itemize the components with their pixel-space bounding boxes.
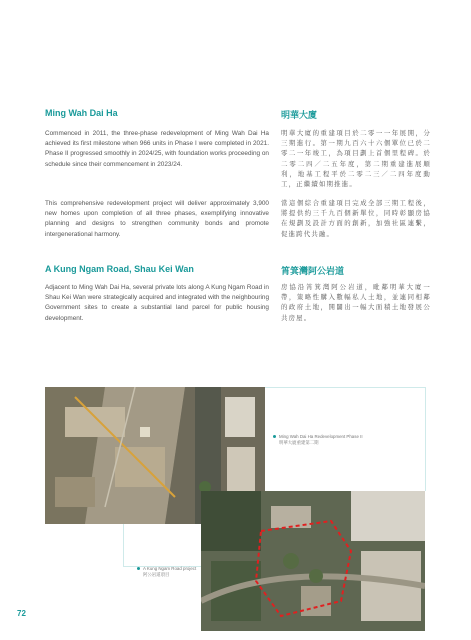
paragraph-a-kung-ngam-zh: 房協沿筲箕灣阿公岩道，毗鄰明華大廈一帶，策略性購入數幅私人土地，並連同相鄰的政府土地，開闢出一幅大面積土地發展公共房屋。 [281,284,431,322]
heading-a-kung-ngam-en: A Kung Ngam Road, Shau Kei Wan [45,264,194,274]
paragraph-ming-wah-2-en: This comprehensive redevelopment project will deliver approximately 3,900 new homes upon completion of all three phases, exemplifying innovative planning and designs to strengthen community bonds and promote intergenerational harmony. [45,200,269,238]
caption-photo-a-kung-ngam [137,566,237,578]
caption-photo2-zh: 阿公岩道項目 [143,572,170,578]
caption-photo2-en: A Kung Ngam Road project [143,566,197,571]
frame-line-left [123,524,124,566]
heading-a-kung-ngam-zh: 筲箕灣阿公岩道 [281,266,345,276]
heading-ming-wah-dai-ha-en: Ming Wah Dai Ha [45,108,118,118]
caption-bullet-icon [137,567,140,570]
paragraph-ming-wah-1-en: Commenced in 2011, the three-phase redevelopment of Ming Wah Dai Ha achieved its first milestone when 966 units in Phase I were completed in 2021. Phase II progressed smoothly in 2024/25, with foundation works proceeding on schedule since their commencement in 2023/24. [45,130,269,168]
caption-photo-ming-wah [273,434,433,446]
paragraph-a-kung-ngam-en: Adjacent to Ming Wah Dai Ha, several private lots along A Kung Ngam Road in Shau Kei Wan were strategically acquired and integrated with the neighbouring Government sites to create a substantial land parcel for public housing development. [45,284,269,322]
page-number: 72 [17,609,26,618]
caption-photo1-en: Ming Wah Dai Ha Redevelopment Phase II [279,434,363,439]
heading-ming-wah-dai-ha-zh: 明華大廈 [281,110,318,120]
paragraph-ming-wah-2-zh: 當這個綜合重建項目完成全部三期工程後，將提供約三千九百個新單位，同時彰顯房協在規劃及設計方面的創新，加強社區連繫，促進跨代共融。 [281,200,431,238]
photo-a-kung-ngam-road [201,491,425,631]
aerial-site-illustration [201,491,425,631]
frame-line-right [265,387,425,388]
caption-photo1-zh: 明華大廈重建第二期 [279,440,319,446]
paragraph-ming-wah-1-zh: 明華大廈的重建項目於二零一一年展開，分三期進行。第一期九百六十六個單位已於二零二一年竣工，為項目劃上首個里程碑。於二零二四／二五年度，第二期重建進展順利，地基工程平於二零二三／二四年度動工，正繼續如期推進。 [281,130,431,189]
caption-bullet-icon [273,435,276,438]
